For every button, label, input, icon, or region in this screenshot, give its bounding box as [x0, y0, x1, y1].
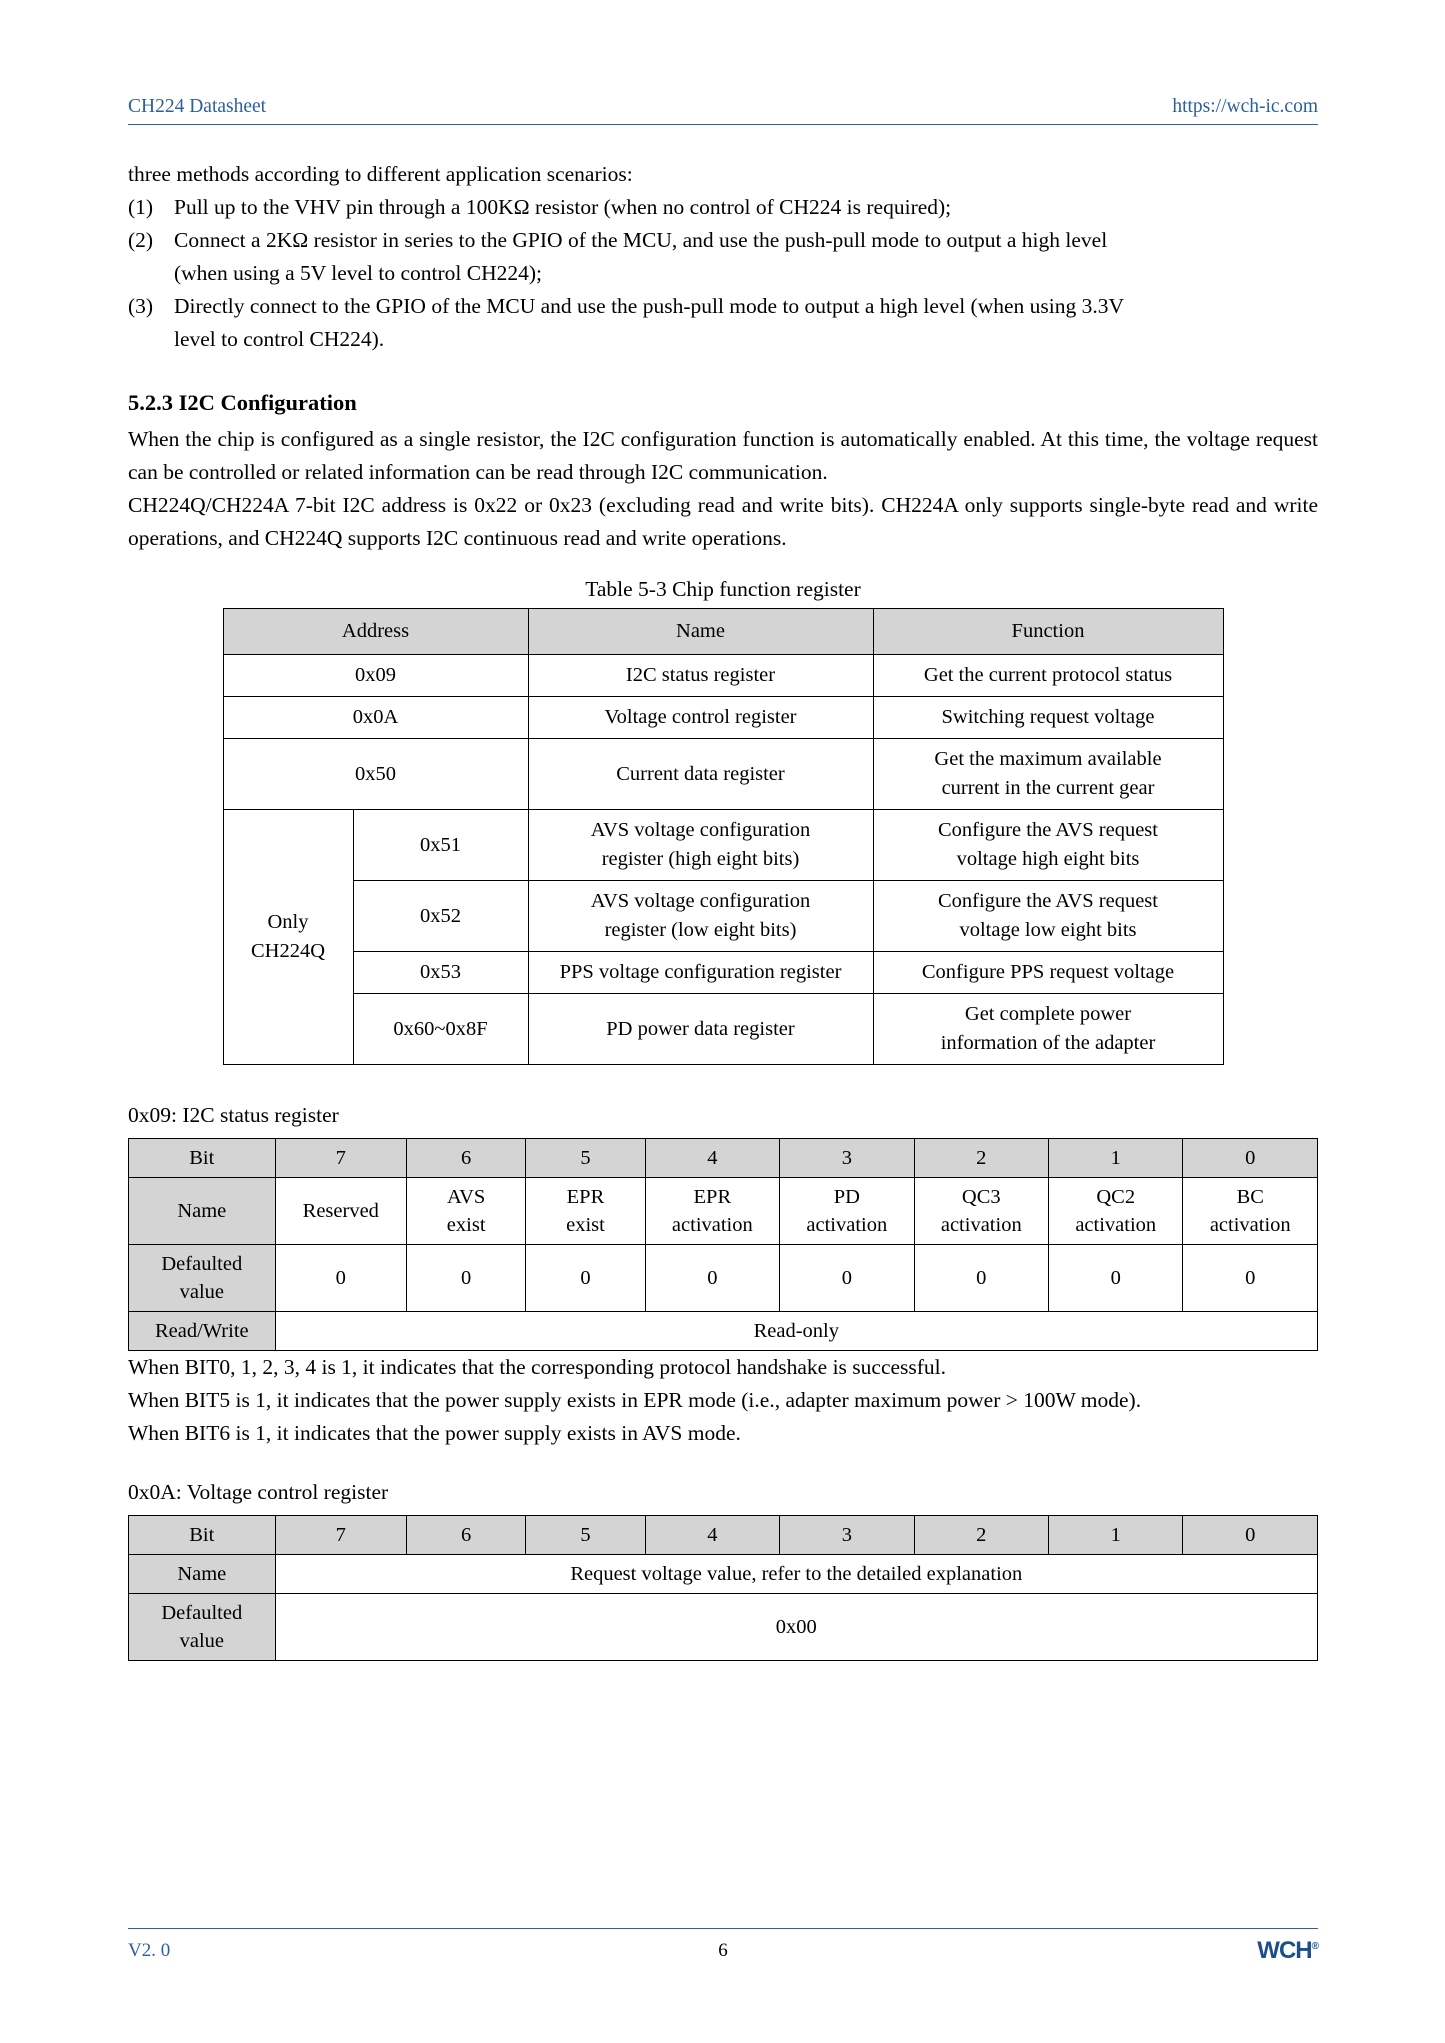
cell-name-line2: register (low eight bits): [604, 919, 797, 941]
document-version: V2. 0: [128, 1940, 171, 1961]
default-bit-1: 0: [1049, 1245, 1183, 1312]
name-line1: BC: [1236, 1186, 1264, 1208]
table-row-bit: [129, 1516, 1318, 1555]
cell-name: [528, 881, 873, 952]
registered-mark: ®: [1311, 1941, 1318, 1952]
name-line1: PD: [833, 1186, 860, 1208]
bit-4: 4: [645, 1139, 779, 1178]
cell-name: I2C status register: [528, 655, 873, 697]
table-row: [223, 739, 1223, 810]
cell-function: [873, 810, 1223, 881]
list-item-text: Pull up to the VHV pin through a 100KΩ resistor (when no control of CH224 is required);: [174, 195, 952, 219]
chip-function-register-table: [223, 608, 1224, 1065]
name-line1: Reserved: [302, 1200, 379, 1222]
default-bit-2: 0: [914, 1245, 1048, 1312]
cell-name-line2: register (high eight bits): [601, 848, 800, 870]
cell-function-line1: Configure the AVS request: [938, 819, 1158, 841]
cell-address: 0x53: [353, 952, 528, 994]
default-bit-5: 0: [526, 1245, 645, 1312]
name-line1: EPR: [693, 1186, 732, 1208]
list-item: [128, 290, 1318, 323]
voltage-control-register-table: [128, 1515, 1318, 1661]
section-paragraph-2: CH224Q/CH224A 7-bit I2C address is 0x22 or 0x23 (excluding read and write bits). CH224A only supports single-byte read and write operations, and CH224Q supports I2C continuous read and write operations.: [128, 493, 1318, 550]
row-header-bit: Bit: [129, 1516, 276, 1555]
default-bit-3: 0: [780, 1245, 914, 1312]
i2c-status-register-table: [128, 1138, 1318, 1351]
bit-4: 4: [645, 1516, 779, 1555]
name-line2: activation: [1209, 1214, 1291, 1236]
row-header-defaulted-value: [129, 1245, 276, 1312]
list-item-continuation: (when using a 5V level to control CH224);: [174, 261, 543, 285]
table-caption: Table 5-3 Chip function register: [585, 577, 861, 601]
list-item: [128, 191, 1318, 224]
name-bit-7: [275, 1178, 406, 1245]
default-label-line1: Defaulted: [161, 1602, 243, 1624]
bit-2: 2: [914, 1139, 1048, 1178]
cell-function: [873, 994, 1223, 1065]
default-bit-6: 0: [407, 1245, 526, 1312]
wch-logo-text: WCH: [1257, 1937, 1312, 1964]
cell-name-span: Request voltage value, refer to the detailed explanation: [275, 1555, 1317, 1594]
cell-function-line2: voltage high eight bits: [956, 848, 1140, 870]
column-header-function: Function: [873, 609, 1223, 655]
bit-6: 6: [407, 1516, 526, 1555]
table-row-bit: [129, 1139, 1318, 1178]
bit-2: 2: [914, 1516, 1048, 1555]
table-row-default: [129, 1594, 1318, 1661]
bit-1: 1: [1049, 1139, 1183, 1178]
name-line1: EPR: [566, 1186, 605, 1208]
bit-3: 3: [780, 1139, 914, 1178]
register-0x09-label: 0x09: I2C status register: [128, 1103, 339, 1127]
name-bit-2: [914, 1178, 1048, 1245]
register-0x0A-label: 0x0A: Voltage control register: [128, 1480, 389, 1504]
cell-function-line1: Get complete power: [964, 1003, 1132, 1025]
table-row: [223, 810, 1223, 881]
only-label-line1: Only: [267, 911, 309, 933]
name-bit-3: [780, 1178, 914, 1245]
row-header-defaulted-value: [129, 1594, 276, 1661]
default-label-line2: value: [179, 1281, 224, 1303]
name-line1: QC3: [961, 1186, 1001, 1208]
page-header: [128, 96, 1318, 125]
row-header-name: Name: [129, 1555, 276, 1594]
bit-5: 5: [526, 1139, 645, 1178]
table-row-readwrite: [129, 1312, 1318, 1351]
list-item-number: (2): [128, 228, 154, 252]
row-header-read-write: Read/Write: [129, 1312, 276, 1351]
page-content: [128, 158, 1318, 1661]
cell-name: [528, 810, 873, 881]
table-row: [223, 697, 1223, 739]
cell-function-line2: current in the current gear: [941, 777, 1155, 799]
table-row: [223, 655, 1223, 697]
cell-function-line2: information of the adapter: [940, 1032, 1156, 1054]
name-line2: exist: [566, 1214, 605, 1236]
cell-function: Switching request voltage: [873, 697, 1223, 739]
header-url[interactable]: https://wch-ic.com: [1172, 96, 1318, 117]
table-row: [223, 994, 1223, 1065]
table-row-name: [129, 1555, 1318, 1594]
name-bit-5: [526, 1178, 645, 1245]
cell-function-line1: Configure the AVS request: [938, 890, 1158, 912]
default-bit-7: 0: [275, 1245, 406, 1312]
cell-address: 0x50: [223, 739, 528, 810]
table-row: [223, 881, 1223, 952]
bit-7: 7: [275, 1516, 406, 1555]
row-header-bit: Bit: [129, 1139, 276, 1178]
name-bit-4: [645, 1178, 779, 1245]
list-item-number: (3): [128, 294, 154, 318]
cell-name: Voltage control register: [528, 697, 873, 739]
page-number: 6: [718, 1940, 728, 1961]
reg09-note-3: When BIT6 is 1, it indicates that the power supply exists in AVS mode.: [128, 1421, 741, 1445]
default-bit-0: 0: [1183, 1245, 1318, 1312]
section-paragraph-1: When the chip is configured as a single resistor, the I2C configuration function is automatically enabled. At this time, the voltage request can be controlled or related information can be read through I2C communication.: [128, 427, 1318, 484]
cell-address: 0x0A: [223, 697, 528, 739]
name-line2: activation: [671, 1214, 753, 1236]
cell-name: Current data register: [528, 739, 873, 810]
name-line2: exist: [446, 1214, 486, 1236]
bit-3: 3: [780, 1516, 914, 1555]
intro-lead: three methods according to different application scenarios:: [128, 162, 633, 186]
bit-0: 0: [1183, 1516, 1318, 1555]
name-bit-1: [1049, 1178, 1183, 1245]
cell-group-only-ch224q: [223, 810, 353, 1065]
row-header-name: Name: [129, 1178, 276, 1245]
cell-address: 0x52: [353, 881, 528, 952]
list-item-number: (1): [128, 195, 154, 219]
page-footer: [128, 1928, 1318, 1965]
cell-name: PPS voltage configuration register: [528, 952, 873, 994]
list-item-continuation: level to control CH224).: [174, 327, 385, 351]
table-header-row: [223, 609, 1223, 655]
bit-0: 0: [1183, 1139, 1318, 1178]
bit-7: 7: [275, 1139, 406, 1178]
section-heading: 5.2.3 I2C Configuration: [128, 390, 357, 415]
only-label-line2: CH224Q: [250, 940, 326, 962]
cell-address: 0x51: [353, 810, 528, 881]
cell-name: PD power data register: [528, 994, 873, 1065]
default-label-line2: value: [179, 1630, 224, 1652]
cell-read-write-value: Read-only: [275, 1312, 1317, 1351]
header-title: CH224 Datasheet: [128, 96, 267, 117]
name-line2: activation: [940, 1214, 1022, 1236]
cell-function-line1: Get the maximum available: [934, 748, 1162, 770]
table-row-name: [129, 1178, 1318, 1245]
bit-6: 6: [407, 1139, 526, 1178]
wch-logo: [1257, 1937, 1318, 1965]
list-item: [128, 224, 1318, 257]
list-item-text: Connect a 2KΩ resistor in series to the GPIO of the MCU, and use the push-pull mode to output a high level: [174, 228, 1108, 252]
cell-function: [873, 739, 1223, 810]
default-bit-4: 0: [645, 1245, 779, 1312]
cell-name-line1: AVS voltage configuration: [590, 819, 811, 841]
list-item-text: Directly connect to the GPIO of the MCU and use the push-pull mode to output a high level (when using 3.3V: [174, 294, 1125, 318]
reg09-note-1: When BIT0, 1, 2, 3, 4 is 1, it indicates that the corresponding protocol handshake is successful.: [128, 1355, 947, 1379]
name-line1: AVS: [446, 1186, 486, 1208]
cell-function: Configure PPS request voltage: [873, 952, 1223, 994]
name-bit-6: [407, 1178, 526, 1245]
cell-function: [873, 881, 1223, 952]
bit-5: 5: [526, 1516, 645, 1555]
reg09-note-2: When BIT5 is 1, it indicates that the power supply exists in EPR mode (i.e., adapter maximum power > 100W mode).: [128, 1388, 1142, 1412]
name-line2: activation: [1075, 1214, 1157, 1236]
cell-address: 0x60~0x8F: [353, 994, 528, 1065]
bit-1: 1: [1049, 1516, 1183, 1555]
column-header-address: Address: [223, 609, 528, 655]
table-row-default: [129, 1245, 1318, 1312]
name-bit-0: [1183, 1178, 1318, 1245]
cell-default-span: 0x00: [275, 1594, 1317, 1661]
table-row: [223, 952, 1223, 994]
cell-function: Get the current protocol status: [873, 655, 1223, 697]
cell-function-line2: voltage low eight bits: [959, 919, 1137, 941]
cell-name-line1: AVS voltage configuration: [590, 890, 811, 912]
name-line2: activation: [806, 1214, 888, 1236]
default-label-line1: Defaulted: [161, 1253, 243, 1275]
column-header-name: Name: [528, 609, 873, 655]
cell-address: 0x09: [223, 655, 528, 697]
name-line1: QC2: [1096, 1186, 1136, 1208]
